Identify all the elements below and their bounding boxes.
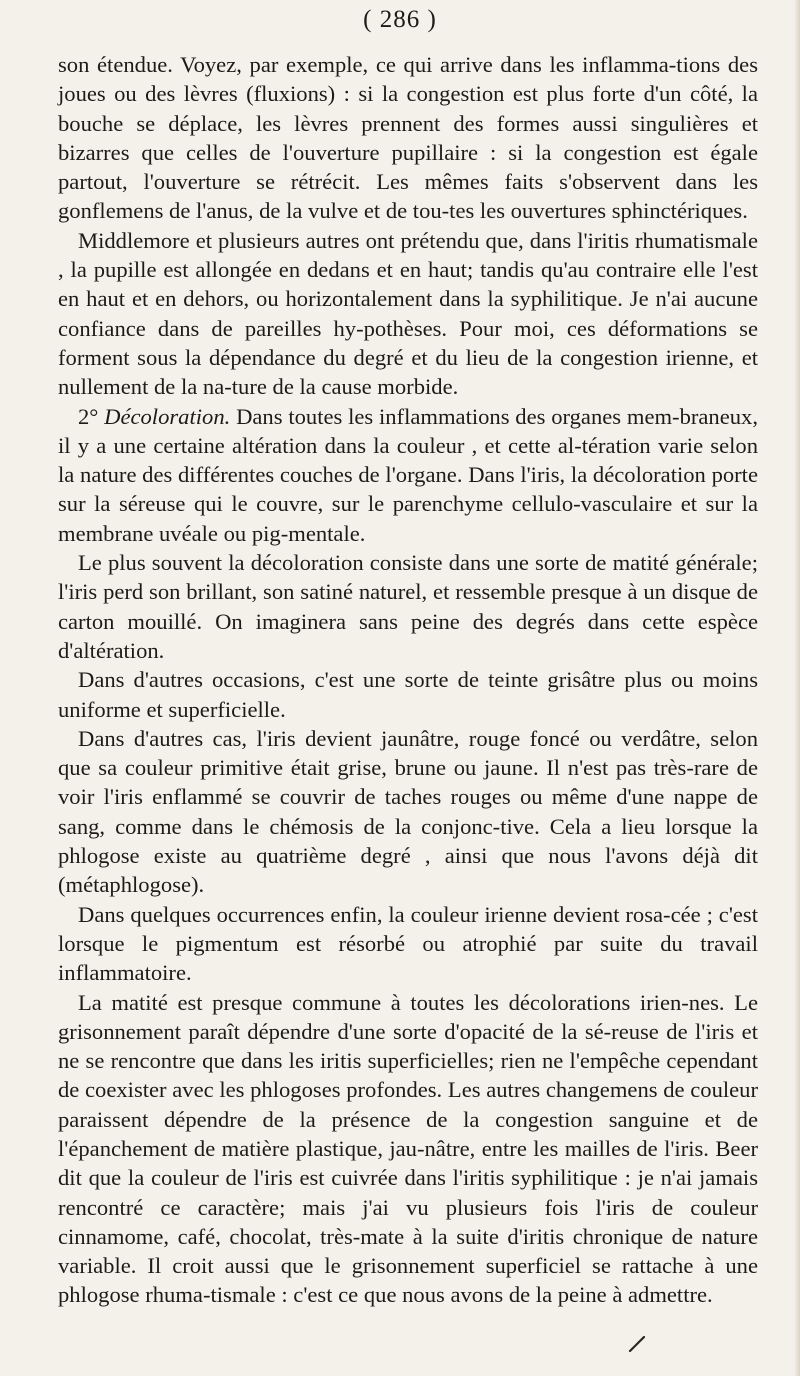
paragraph-text: Dans d'autres cas, l'iris devient jaunâtre, rouge foncé ou verdâtre, selon que sa couleur primitive était grise, brune ou jaune. Il n'est pas très-rare de voir l'iris enflammé se couvrir de taches rouges ou même d'une nappe de sang, comme dans le chémosis de la conjonc-tive. Cela a lieu lorsque la phlogose existe au quatrième degré , ainsi que nous l'avons déjà dit (métaphlogose). bbox=[58, 725, 758, 898]
paragraph-text: son étendue. Voyez, par exemple, ce qui arrive dans les inflamma-tions des joues ou des lèvres (fluxions) : si la congestion est plus forte d'un côté, la bouche se déplace, les lèvres prennent des formes aussi singulières et bizarres que celles de l'ouverture pupillaire : si la congestion est égale partout, l'ouverture se rétrécit. Les mêmes faits s'observent dans les gonflemens de l'anus, de la vulve et de tou-tes les ouvertures sphinctériques. bbox=[58, 52, 758, 224]
section-heading: Décoloration. bbox=[104, 403, 231, 429]
paragraph-5 bbox=[58, 665, 758, 724]
paragraph-1 bbox=[58, 50, 758, 226]
paragraph-6 bbox=[58, 724, 758, 900]
paragraph-text: Le plus souvent la décoloration consiste dans une sorte de matité générale; l'iris perd son brillant, son satiné naturel, et ressemble presque à un disque de carton mouillé. On imaginera sans peine des degrés dans cette espèce d'altération. bbox=[58, 550, 758, 663]
paragraph-2 bbox=[58, 226, 758, 402]
paragraph-text: Middlemore et plusieurs autres ont prétendu que, dans l'iritis rhumatismale , la pupille est allongée en dedans et en haut; tandis qu'au contraire elle l'est en haut et en dehors, ou horizontalement dans la syphilitique. Je n'ai aucune confiance dans de pareilles hy-pothèses. Pour moi, ces déformations se forment sous la dépendance du degré et du lieu de la congestion irienne, et nullement de la na-ture de la cause morbide. bbox=[58, 227, 758, 400]
body-text bbox=[58, 50, 758, 1310]
paragraph-3 bbox=[58, 402, 758, 548]
page-edge bbox=[794, 0, 800, 1376]
section-number: 2° bbox=[78, 403, 105, 429]
paragraph-8 bbox=[58, 988, 758, 1310]
paragraph-4 bbox=[58, 548, 758, 665]
paragraph-text: Dans quelques occurrences enfin, la couleur irienne devient rosa-cée ; c'est lorsque le pigmentum est résorbé ou atrophié par suite du travail inflammatoire. bbox=[58, 901, 758, 986]
page-number: ( 286 ) bbox=[363, 6, 437, 33]
paragraph-text: La matité est presque commune à toutes les décolorations irien-nes. Le grisonnement paraît dépendre d'une sorte d'opacité de la sé-reuse de l'iris et ne se rencontre que dans les iritis superficielles; rien ne l'empêche cependant de coexister avec les phlogoses profondes. Les autres changemens de couleur paraissent dépendre de la présence de la congestion sanguine et de l'épanchement de matière plastique, jau-nâtre, entre les mailles de l'iris. Beer dit que la couleur de l'iris est cuivrée dans l'iritis syphilitique : je n'ai jamais rencontré ce caractère; mais j'ai vu plusieurs fois l'iris de couleur cinnamome, café, chocolat, très-mate à la suite d'iritis chronique de nature variable. Il croit aussi que le grisonnement superficiel se rattache à une phlogose rhuma-tismale : c'est ce que nous avons de la peine à admettre. bbox=[58, 989, 758, 1308]
paragraph-7 bbox=[58, 900, 758, 988]
ink-mark-icon bbox=[628, 1335, 646, 1353]
paragraph-text: Dans toutes les inflammations des organes mem-braneux, il y a une certaine altération dans la couleur , et cette al-tération varie selon la nature des différentes couches de l'organe. Dans l'iris, la décoloration porte sur la séreuse qui le couvre, sur le parenchyme cellulo-vasculaire et sur la membrane uvéale ou pig-mentale. bbox=[58, 403, 758, 546]
paragraph-text: Dans d'autres occasions, c'est une sorte de teinte grisâtre plus ou moins uniforme et superficielle. bbox=[58, 667, 758, 722]
